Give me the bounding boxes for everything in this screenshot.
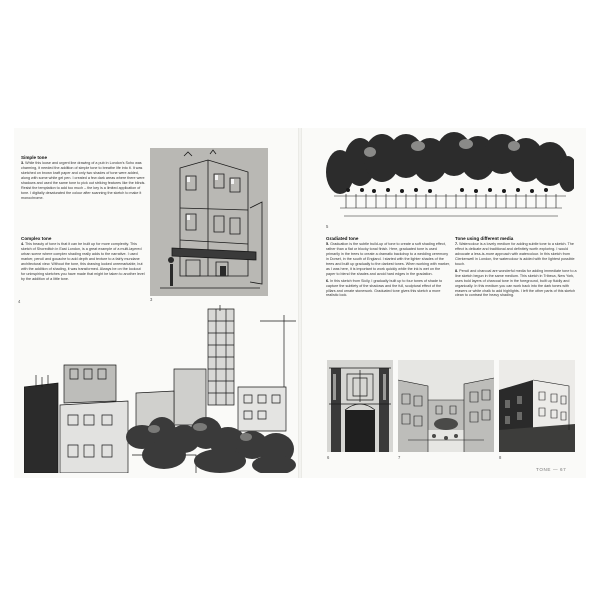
complex-tone-body: This beauty of tone is that it can be built up for more complexity. This sketch of Shoreditch in East London, is a great example of a multi-layered urban scene where complex shading really adds to the narrative. I used marker, pencil and gouache to add depth and texture to a fairly mundane architectural view. Without the tone, this drawing looked unremarkable, but with the addition of shading, it was transformed. Always be on the lookout for uninspiring sketches you have made that might be taken to another level by the addition of a little tone. xyxy=(21,242,145,281)
different-media-body8: Pencil and charcoal are wonderful media for adding immediate tone to a line sketch begun in the same medium. This sketch in Tribeca, New York, uses bold layers of charcoal tone in the foreground, built up fluidly and organically. In this medium you can work back into the dark tones with erasers or white chalk to add highlights. I left the other parts of this sketch clean to contrast the heavy shading. xyxy=(455,268,577,298)
different-media-section xyxy=(455,236,579,300)
figure-3-label: 3 xyxy=(150,297,153,302)
simple-tone-body: While this loose and urgent line drawing of a pub in London's Soho was charming, it needed the addition of simple tone to breathe life into it. It was sketched on brown kraft paper and only two shades of tone were added, along with some white gel pen. I created a few dark areas where there were shadows and used the same tone to pick out striking features like the blinds. Resist the temptation to add too much – the key is a limited application of tone. I digitally desaturated the colour after scanning the sketch to make it monochrome. xyxy=(21,161,146,200)
complex-tone-section xyxy=(21,236,146,284)
graduated-tone-body-6: In this sketch from Sicily, I gradually built up to four tones of shade to capture the subtlety of the shadows and the full, sculptural effect of the pillars and ornate stonework. Graduated tone gives this sketch a more realistic look. xyxy=(326,278,443,298)
different-media-number-8: 8. xyxy=(455,268,459,273)
clerkenwell-sketch-figure xyxy=(398,360,494,452)
figure-4-label: 4 xyxy=(18,299,21,304)
complex-tone-heading: Complex tone xyxy=(21,236,52,241)
pub-sketch-figure xyxy=(150,148,268,296)
graduated-tone-section xyxy=(326,236,450,300)
simple-tone-number: 3. xyxy=(21,161,25,166)
figure-6-label: 6 xyxy=(327,455,330,460)
graduated-tone-heading: Gradiated tone xyxy=(326,236,359,241)
tribeca-sketch-figure xyxy=(499,360,575,452)
wedding-sketch-figure xyxy=(326,132,574,224)
page-folio: TONE — 67 xyxy=(536,467,567,472)
graduated-tone-number-6: 6. xyxy=(326,278,330,283)
figure-5-label: 5 xyxy=(326,224,329,229)
figure-8-label: 8 xyxy=(499,455,502,460)
different-media-heading: Tone using different media xyxy=(455,236,514,241)
different-media-body-7: Watercolour is a lovely medium for adding subtle tone to a sketch. The effect is delicate and traditional and definitely worth exploring. I would advocate a less-is-more approach with watercolour. In this sketch from Clerkenwell in London, the watercolour is added with the lightest possible touch. xyxy=(455,242,575,267)
simple-tone-heading: Simple tone xyxy=(21,155,48,160)
figure-7-label: 7 xyxy=(398,455,401,460)
simple-tone-section xyxy=(21,155,146,203)
shoreditch-sketch-figure xyxy=(24,305,296,473)
complex-tone-number: 4. xyxy=(21,242,25,247)
different-media-number-7: 7. xyxy=(455,242,459,247)
graduated-tone-number-5: 5. xyxy=(326,242,330,247)
sicily-sketch-figure xyxy=(327,360,393,452)
graduated-tone-body-5: Graduation is the subtle build-up of tone to create a soft shading effect, rather than a flat or blocky tonal finish. Here, graduated tone is used primarily in the trees to create a dramatic backdrop to a wedding ceremony in Dorset, in the south of England. I started with the lighter shades of the trees and built up gradually to the darkest tones. When working with marker, as I was here, it is important to work quickly while the ink is wet on the paper to blend the shades and avoid hard edges in the gradation. xyxy=(326,242,451,276)
